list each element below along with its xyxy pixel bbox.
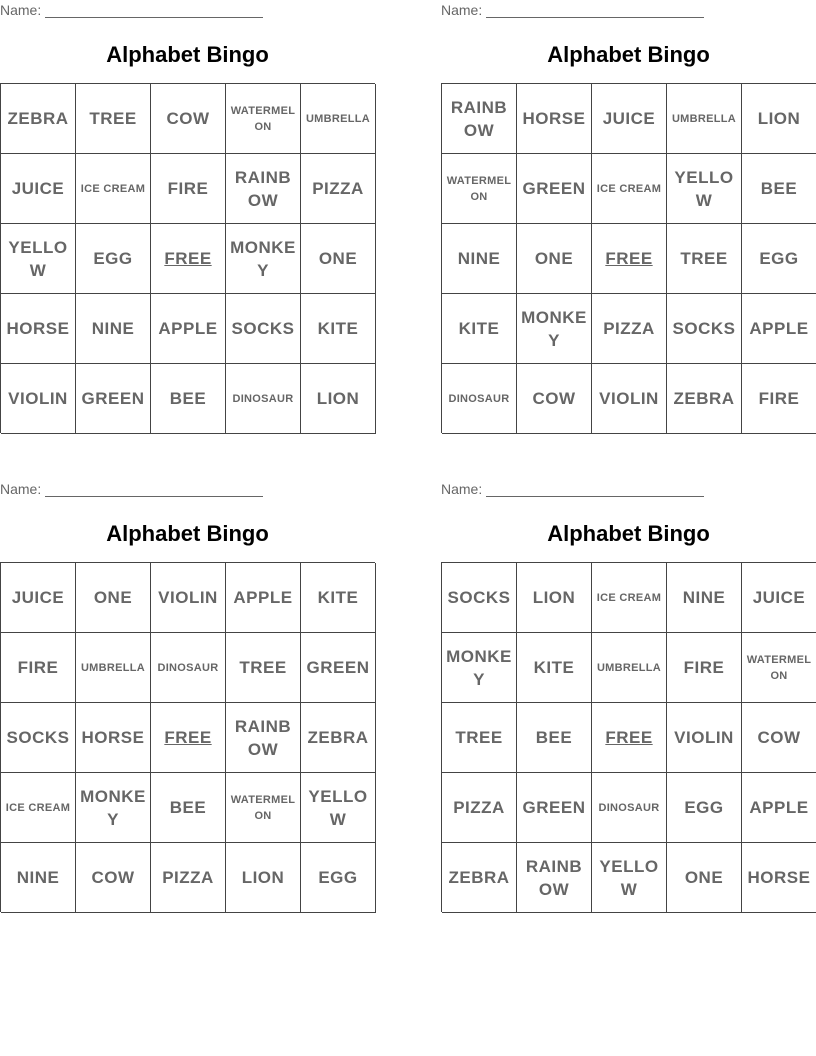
bingo-cell-text: HORSE (6, 319, 70, 338)
bingo-cell-text: RAINBOW (234, 716, 292, 759)
bingo-cell (667, 703, 742, 773)
bingo-cell-text: SOCKS (447, 588, 511, 607)
bingo-cell (742, 773, 816, 843)
bingo-cell (151, 154, 226, 224)
bingo-cell-text: LION (532, 588, 576, 607)
bingo-cell-text: FREE (164, 728, 212, 747)
bingo-cell-text: JUICE (11, 179, 65, 198)
bingo-cell-text: SOCKS (231, 319, 295, 338)
bingo-cell-text: EGG (93, 249, 133, 268)
bingo-cell (301, 773, 376, 843)
bingo-cell (742, 84, 816, 154)
bingo-cell (76, 773, 151, 843)
bingo-cell (517, 294, 592, 364)
bingo-cell-text: GREEN (522, 179, 586, 198)
bingo-cell-text: BEE (760, 179, 798, 198)
bingo-cell-text: FREE (605, 728, 653, 747)
name-underline (486, 3, 704, 18)
bingo-cell (151, 633, 226, 703)
bingo-cell-text: YELLOW (599, 856, 659, 899)
bingo-cell-text: RAINBOW (450, 97, 508, 140)
bingo-cell (1, 633, 76, 703)
bingo-cell-text: ONE (318, 249, 358, 268)
bingo-cell-text: KITE (458, 319, 500, 338)
bingo-cell-text: VIOLIN (674, 728, 734, 747)
bingo-cell (442, 364, 517, 434)
bingo-cell (592, 773, 667, 843)
bingo-cell-text: JUICE (602, 109, 656, 128)
bingo-cell-text: PIZZA (162, 868, 214, 887)
bingo-cell-text: DINOSAUR (598, 801, 660, 814)
bingo-grid (441, 83, 816, 433)
bingo-cell-text: DINOSAUR (232, 392, 294, 405)
bingo-cell (1, 773, 76, 843)
bingo-cell (301, 633, 376, 703)
bingo-cell (592, 154, 667, 224)
bingo-cell (301, 84, 376, 154)
bingo-cell-text: APPLE (749, 319, 809, 338)
bingo-cell-text: LION (316, 389, 360, 408)
bingo-cell (1, 703, 76, 773)
bingo-cell-text: KITE (533, 658, 575, 677)
bingo-cell (517, 633, 592, 703)
bingo-cell (517, 84, 592, 154)
bingo-cell (442, 154, 517, 224)
bingo-cell-text: RAINBOW (525, 856, 583, 899)
bingo-cell-text: ZEBRA (307, 728, 369, 747)
bingo-cell-text: NINE (91, 319, 135, 338)
bingo-cell (442, 294, 517, 364)
bingo-cell (76, 224, 151, 294)
bingo-cell (76, 703, 151, 773)
bingo-cell (76, 563, 151, 633)
bingo-cell (742, 294, 816, 364)
bingo-cell (517, 224, 592, 294)
bingo-cell (742, 703, 816, 773)
bingo-cell-text: FREE (605, 249, 653, 268)
bingo-cell (301, 294, 376, 364)
bingo-cell-text: YELLOW (308, 786, 368, 829)
bingo-cell (151, 563, 226, 633)
bingo-cell-text: EGG (318, 868, 358, 887)
bingo-cell-text: HORSE (522, 109, 586, 128)
bingo-cell-text: COW (91, 868, 135, 887)
bingo-cell (667, 154, 742, 224)
bingo-cell (592, 633, 667, 703)
bingo-cell (1, 563, 76, 633)
bingo-cell (517, 364, 592, 434)
bingo-cell (151, 84, 226, 154)
bingo-cell-text: SOCKS (672, 319, 736, 338)
bingo-cell-text: BEE (169, 798, 207, 817)
bingo-cell (742, 364, 816, 434)
bingo-cell (667, 773, 742, 843)
bingo-cell (226, 224, 301, 294)
bingo-cell-text: HORSE (747, 868, 811, 887)
bingo-cell (442, 563, 517, 633)
bingo-cell-text: FIRE (758, 389, 800, 408)
bingo-cell-text: BEE (535, 728, 573, 747)
bingo-cell (301, 843, 376, 913)
bingo-cell-text: JUICE (11, 588, 65, 607)
bingo-cell (76, 294, 151, 364)
bingo-cell (442, 703, 517, 773)
bingo-cell-text: MONKEY (80, 786, 146, 829)
bingo-cell-text: BEE (169, 389, 207, 408)
bingo-cell-text: EGG (759, 249, 799, 268)
bingo-cell-text: VIOLIN (599, 389, 659, 408)
bingo-cell (151, 843, 226, 913)
bingo-cell-text: LION (757, 109, 801, 128)
bingo-cell-text: FIRE (17, 658, 59, 677)
bingo-cell (667, 843, 742, 913)
bingo-cell-text: MONKEY (230, 237, 296, 280)
card-title: Alphabet Bingo (547, 521, 710, 546)
bingo-cell-text: UMBRELLA (305, 112, 371, 125)
bingo-cell-text: KITE (317, 588, 359, 607)
bingo-cell-text: SOCKS (6, 728, 70, 747)
free-space-cell (592, 224, 667, 294)
bingo-cell (151, 294, 226, 364)
bingo-cell-text: WATERMELON (230, 793, 296, 822)
bingo-cell-text: ICE CREAM (80, 182, 146, 195)
bingo-cell-text: ICE CREAM (596, 591, 662, 604)
bingo-cell (1, 154, 76, 224)
free-space-cell (592, 703, 667, 773)
name-field (0, 481, 263, 497)
bingo-cell (226, 843, 301, 913)
bingo-cell (592, 294, 667, 364)
bingo-cell (442, 84, 517, 154)
bingo-cell-text: YELLOW (8, 237, 68, 280)
bingo-cell (226, 84, 301, 154)
bingo-cell (226, 703, 301, 773)
bingo-cell (517, 154, 592, 224)
bingo-cell (76, 843, 151, 913)
bingo-cell-text: COW (532, 389, 576, 408)
bingo-cell (592, 364, 667, 434)
bingo-cell-text: GREEN (522, 798, 586, 817)
bingo-cell (151, 364, 226, 434)
bingo-cell (151, 773, 226, 843)
bingo-cell (517, 843, 592, 913)
bingo-cell (76, 633, 151, 703)
bingo-cell (667, 633, 742, 703)
bingo-cell (301, 224, 376, 294)
bingo-cell-text: WATERMELON (746, 653, 812, 682)
bingo-cell-text: APPLE (749, 798, 809, 817)
bingo-cell (226, 364, 301, 434)
bingo-cell-text: ICE CREAM (5, 801, 71, 814)
card-title: Alphabet Bingo (547, 42, 710, 67)
bingo-cell (76, 84, 151, 154)
bingo-cell (226, 154, 301, 224)
bingo-cell-text: TREE (455, 728, 503, 747)
card-title: Alphabet Bingo (106, 521, 269, 546)
bingo-cell (592, 563, 667, 633)
bingo-cell (442, 773, 517, 843)
bingo-cell-text: MONKEY (446, 646, 512, 689)
bingo-cell-text: FREE (164, 249, 212, 268)
bingo-cell (1, 84, 76, 154)
bingo-cell-text: PIZZA (312, 179, 364, 198)
bingo-cell-text: ZEBRA (7, 109, 69, 128)
name-underline (486, 482, 704, 497)
name-underline (45, 482, 263, 497)
bingo-cell-text: PIZZA (453, 798, 505, 817)
bingo-cell-text: WATERMELON (230, 104, 296, 133)
bingo-cell (517, 563, 592, 633)
bingo-cell (667, 84, 742, 154)
bingo-cell (1, 843, 76, 913)
bingo-cell-text: UMBRELLA (671, 112, 737, 125)
bingo-cell (76, 364, 151, 434)
bingo-cell-text: LION (241, 868, 285, 887)
bingo-cell-text: UMBRELLA (80, 661, 146, 674)
bingo-cell (1, 294, 76, 364)
bingo-cell (1, 364, 76, 434)
bingo-cell (742, 224, 816, 294)
bingo-cell-text: RAINBOW (234, 167, 292, 210)
bingo-cell-text: APPLE (233, 588, 293, 607)
bingo-cell-text: WATERMELON (446, 174, 512, 203)
free-space-cell (151, 224, 226, 294)
bingo-cell-text: UMBRELLA (596, 661, 662, 674)
bingo-cell-text: TREE (89, 109, 137, 128)
name-label: Name: (0, 2, 42, 18)
bingo-cell-text: DINOSAUR (448, 392, 510, 405)
bingo-cell-text: FIRE (683, 658, 725, 677)
bingo-cell-text: NINE (457, 249, 501, 268)
name-underline (45, 3, 263, 18)
bingo-cell-text: GREEN (81, 389, 145, 408)
free-space-cell (151, 703, 226, 773)
bingo-cell-text: ICE CREAM (596, 182, 662, 195)
name-label: Name: (441, 2, 483, 18)
bingo-cell-text: ONE (93, 588, 133, 607)
bingo-cell-text: TREE (239, 658, 287, 677)
bingo-cell (76, 154, 151, 224)
bingo-cell-text: VIOLIN (158, 588, 218, 607)
bingo-cell-text: NINE (16, 868, 60, 887)
bingo-cell (1, 224, 76, 294)
bingo-cell (742, 563, 816, 633)
bingo-cell (301, 703, 376, 773)
bingo-cell (592, 843, 667, 913)
bingo-cell (442, 224, 517, 294)
bingo-cell (226, 563, 301, 633)
bingo-cell-text: VIOLIN (8, 389, 68, 408)
bingo-cell-text: TREE (680, 249, 728, 268)
bingo-cell (226, 633, 301, 703)
bingo-cell-text: NINE (682, 588, 726, 607)
bingo-cell-text: GREEN (306, 658, 370, 677)
bingo-cell-text: EGG (684, 798, 724, 817)
bingo-cell-text: ONE (684, 868, 724, 887)
bingo-cell (301, 364, 376, 434)
bingo-cell (301, 563, 376, 633)
bingo-cell (667, 563, 742, 633)
name-label: Name: (441, 481, 483, 497)
bingo-cell (742, 154, 816, 224)
bingo-cell (442, 633, 517, 703)
name-field (441, 481, 704, 497)
bingo-cell (592, 84, 667, 154)
bingo-cell (667, 364, 742, 434)
bingo-cell-text: FIRE (167, 179, 209, 198)
bingo-cell-text: ZEBRA (673, 389, 735, 408)
bingo-cell (742, 843, 816, 913)
bingo-cell-text: APPLE (158, 319, 218, 338)
bingo-cell-text: COW (757, 728, 801, 747)
bingo-grid (0, 83, 375, 433)
bingo-cell (226, 294, 301, 364)
bingo-cell-text: COW (166, 109, 210, 128)
bingo-cell-text: HORSE (81, 728, 145, 747)
name-label: Name: (0, 481, 42, 497)
bingo-cell (667, 294, 742, 364)
bingo-cell-text: ONE (534, 249, 574, 268)
name-field (0, 2, 263, 18)
bingo-cell-text: PIZZA (603, 319, 655, 338)
bingo-cell-text: JUICE (752, 588, 806, 607)
bingo-cell (517, 773, 592, 843)
card-title: Alphabet Bingo (106, 42, 269, 67)
bingo-cell-text: MONKEY (521, 307, 587, 350)
bingo-cell (667, 224, 742, 294)
bingo-cell (301, 154, 376, 224)
bingo-grid (0, 562, 375, 912)
bingo-cell-text: ZEBRA (448, 868, 510, 887)
bingo-cell-text: YELLOW (674, 167, 734, 210)
bingo-cell (517, 703, 592, 773)
bingo-grid (441, 562, 816, 912)
bingo-cell (226, 773, 301, 843)
bingo-cell (442, 843, 517, 913)
name-field (441, 2, 704, 18)
bingo-cell-text: KITE (317, 319, 359, 338)
bingo-cell (742, 633, 816, 703)
bingo-cell-text: DINOSAUR (157, 661, 219, 674)
